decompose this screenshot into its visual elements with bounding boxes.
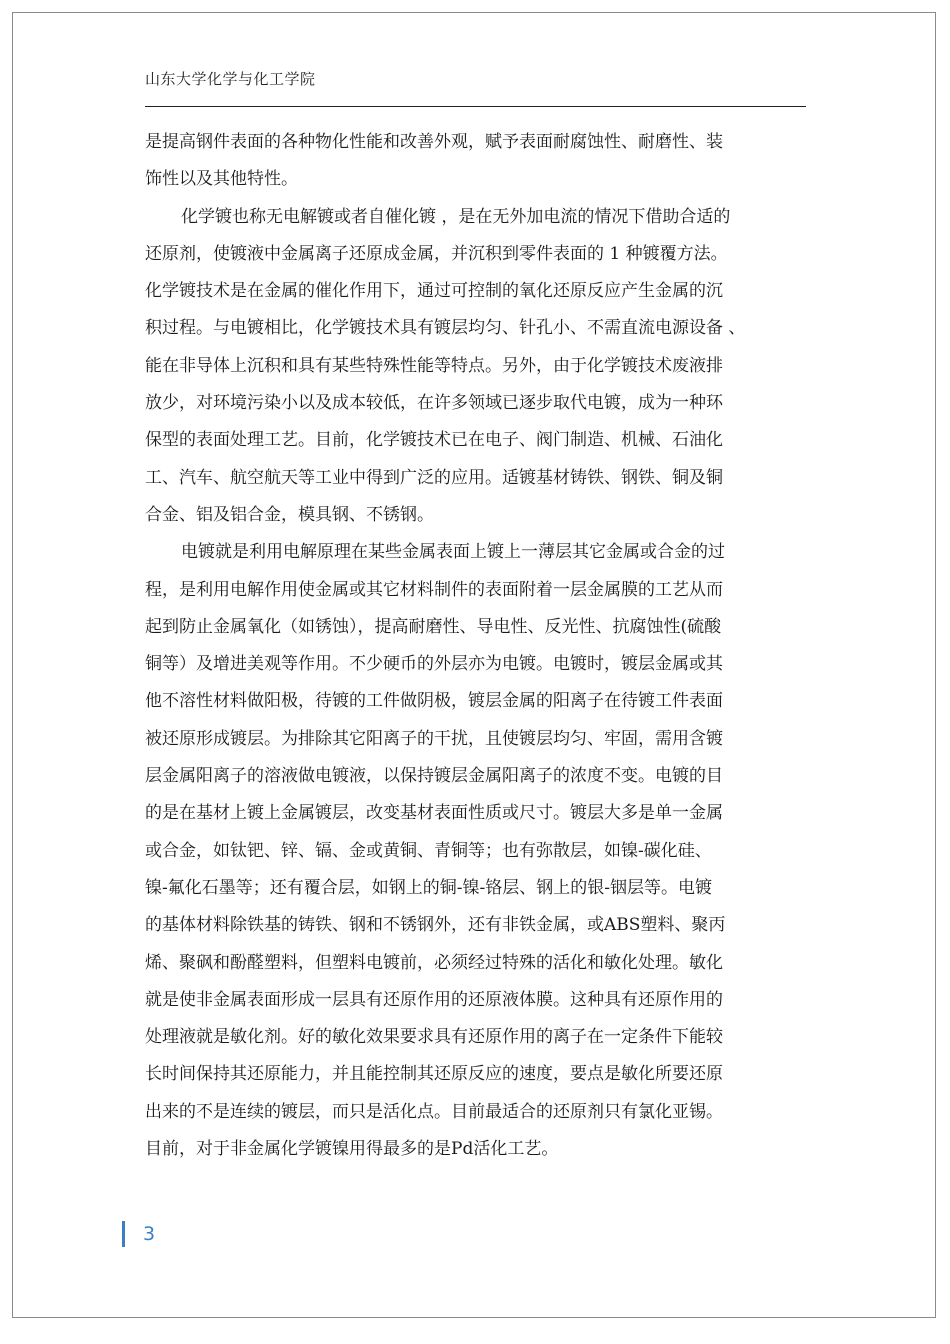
text-line: 镍-氟化石墨等；还有覆合层，如钢上的铜-镍-铬层、钢上的银-铟层等。电镀 bbox=[145, 877, 712, 898]
text-line: 化学镀也称无电解镀或者自催化镀 ，是在无外加电流的情况下借助合适的 bbox=[181, 206, 731, 227]
text-line: 铜等）及增进美观等作用。不少硬币的外层亦为电镀。电镀时，镀层金属或其 bbox=[145, 654, 723, 675]
page-header-title: 山东大学化学与化工学院 bbox=[145, 70, 316, 88]
text-line: 或合金，如钛钯、锌、镉、金或黄铜、青铜等；也有弥散层，如镍-碳化硅、 bbox=[145, 840, 712, 861]
text-line: 层金属阳离子的溶液做电镀液，以保持镀层金属阳离子的浓度不变。电镀的目 bbox=[145, 766, 723, 787]
text-line: 就是使非金属表面形成一层具有还原作用的还原液体膜。这种具有还原作用的 bbox=[145, 989, 723, 1010]
text-line: 程，是利用电解作用使金属或其它材料制件的表面附着一层金属膜的工艺从而 bbox=[145, 579, 723, 600]
text-line: 化学镀技术是在金属的催化作用下，通过可控制的氧化还原反应产生金属的沉 bbox=[145, 281, 723, 302]
page-number-accent-bar bbox=[122, 1221, 125, 1247]
page-number: 3 bbox=[143, 1223, 156, 1245]
paragraph-1 bbox=[145, 124, 806, 199]
text-line: 长时间保持其还原能力，并且能控制其还原反应的速度，要点是敏化所要还原 bbox=[145, 1064, 723, 1085]
text-line: 工、汽车、航空航天等工业中得到广泛的应用。适镀基材铸铁、钢铁、铜及铜 bbox=[145, 467, 723, 488]
text-line: 积过程。与电镀相比，化学镀技术具有镀层均匀、针孔小、不需直流电源设备 、 bbox=[145, 318, 746, 339]
header-divider bbox=[145, 106, 806, 107]
text-line: 的是在基材上镀上金属镀层，改变基材表面性质或尺寸。镀层大多是单一金属 bbox=[145, 803, 723, 824]
text-line: 放少，对环境污染小以及成本较低，在许多领域已逐步取代电镀，成为一种环 bbox=[145, 393, 723, 414]
text-line: 还原剂，使镀液中金属离子还原成金属，并沉积到零件表面的 1 种镀覆方法。 bbox=[145, 243, 728, 264]
text-line: 电镀就是利用电解原理在某些金属表面上镀上一薄层其它金属或合金的过 bbox=[181, 542, 725, 563]
text-line: 他不溶性材料做阳极，待镀的工件做阴极，镀层金属的阳离子在待镀工件表面 bbox=[145, 691, 723, 712]
paragraph-3 bbox=[145, 534, 806, 1168]
text-line: 起到防止金属氧化（如锈蚀），提高耐磨性、导电性、反光性、抗腐蚀性(硫酸 bbox=[145, 616, 722, 637]
text-line: 处理液就是敏化剂。好的敏化效果要求具有还原作用的离子在一定条件下能较 bbox=[145, 1027, 723, 1048]
text-line: 饰性以及其他特性。 bbox=[145, 169, 298, 190]
text-line: 被还原形成镀层。为排除其它阳离子的干扰，且使镀层均匀、牢固，需用含镀 bbox=[145, 728, 723, 749]
text-line: 出来的不是连续的镀层，而只是活化点。目前最适合的还原剂只有氯化亚锡。 bbox=[145, 1101, 723, 1122]
text-line: 烯、聚砜和酚醛塑料，但塑料电镀前，必须经过特殊的活化和敏化处理。敏化 bbox=[145, 952, 723, 973]
text-line: 保型的表面处理工艺。目前，化学镀技术已在电子、阀门制造、机械、石油化 bbox=[145, 430, 723, 451]
text-line: 的基体材料除铁基的铸铁、钢和不锈钢外，还有非铁金属，或ABS塑料、聚丙 bbox=[145, 915, 726, 936]
text-line: 能在非导体上沉积和具有某些特殊性能等特点。另外，由于化学镀技术废液排 bbox=[145, 355, 723, 376]
text-line: 是提高钢件表面的各种物化性能和改善外观，赋予表面耐腐蚀性、耐磨性、装 bbox=[145, 132, 723, 152]
paragraph-2 bbox=[145, 199, 806, 535]
document-body bbox=[145, 124, 806, 1168]
text-line: 合金、铝及铝合金，模具钢、不锈钢。 bbox=[145, 504, 434, 525]
text-line: 目前，对于非金属化学镀镍用得最多的是Pd活化工艺。 bbox=[145, 1139, 559, 1160]
